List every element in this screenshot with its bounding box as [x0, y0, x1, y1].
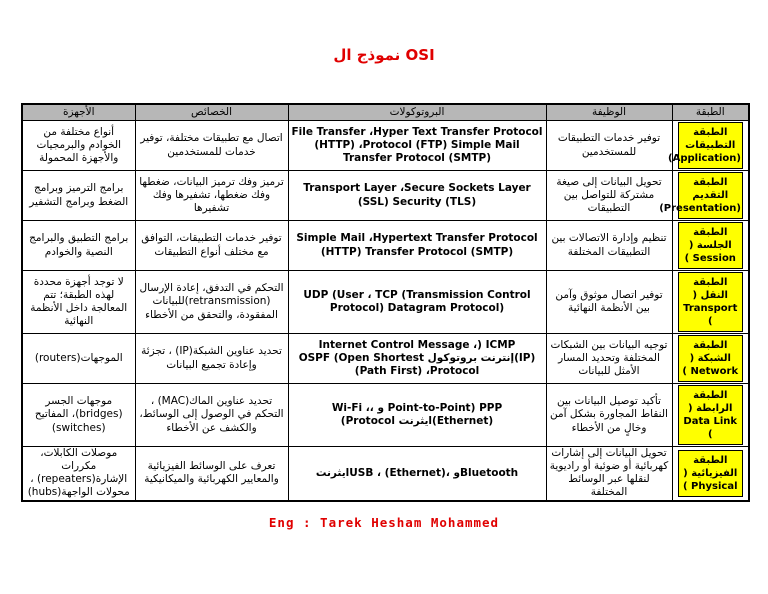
function-cell: تنظيم وإدارة الاتصالات بين التطبيقات المختلفة: [546, 221, 672, 271]
author-credit: Eng : Tarek Hesham Mohammed: [268, 515, 500, 530]
table-row: [22, 384, 749, 447]
features-cell: توفير خدمات التطبيقات، التوافق مع مختلف أنواع التطبيقات: [135, 221, 288, 271]
header-layer: الطبقة: [672, 104, 749, 121]
table-row: [22, 121, 749, 171]
layer-cell: [672, 447, 749, 501]
protocols-cell: File Transfer ،Hyper Text Transfer Protocol (HTTP) ،Protocol (FTP) Simple Mail Transfer Protocol (SMTP): [288, 121, 546, 171]
protocols-cell: ICMP (Internet Control Message ،(IP)إنترنت بروتوكول OSPF (Open Shortest Path First) ،Protocol): [288, 334, 546, 384]
layer-cell: [668, 121, 749, 171]
layer-label: الطبقة الفيزيائية ( Physical ): [678, 450, 744, 497]
features-cell: تحديد عناوين الشبكة(IP) ، تجزئة وإعادة تجميع البيانات: [135, 334, 288, 384]
header-devices: الأجهزة: [22, 104, 135, 121]
layer-label: الطبقة التقديم (Presentation): [678, 172, 744, 219]
function-cell: تأكيد توصيل البيانات بين النقاط المجاورة بشكل آمن وخالٍ من الأخطاء: [546, 384, 672, 447]
devices-cell: أنواع مختلفة من الخوادم والبرمجيات والأجهزة المحمولة: [22, 121, 135, 171]
layer-cell: [659, 171, 749, 221]
function-cell: توفير خدمات التطبيقات للمستخدمين: [546, 121, 672, 171]
function-cell: تحويل البيانات إلى صيغة مشتركة للتواصل بين التطبيقات: [546, 171, 672, 221]
function-cell: توجيه البيانات بين الشبكات المختلفة وتحديد المسار الأمثل للبيانات: [546, 334, 672, 384]
devices-cell: برامج الترميز وبرامج الضغط وبرامج التشفير: [22, 171, 135, 221]
protocols-cell: Transport Layer ،Secure Sockets Layer (SSL) Security (TLS): [288, 171, 546, 221]
devices-cell: برامج التطبيق والبرامج النصية والخوادم: [22, 221, 135, 271]
protocols-cell: Bluetoothو ،USB ، (Ethernet)ايثرنت: [288, 447, 546, 501]
function-cell: تحويل البيانات إلى إشارات كهربائية أو ضوئية أو راديوية لنقلها عبر الوسائط المختلفة: [546, 447, 672, 501]
table-row: [22, 221, 749, 271]
layer-label: الطبقة الرابطة ( Data Link ): [678, 385, 744, 445]
layer-label: الطبقة النقل ( Transport ): [678, 272, 744, 332]
features-cell: ترميز وفك ترميز البيانات، ضغطها وفك ضغطها، تشفيرها وفك تشفيرها: [135, 171, 288, 221]
function-cell: توفير اتصال موثوق وآمن بين الأنظمة النهائية: [546, 271, 672, 334]
layer-cell: [672, 271, 749, 334]
header-function: الوظيفة: [546, 104, 672, 121]
table-row: [22, 271, 749, 334]
header-features: الخصائص: [135, 104, 288, 121]
layer-cell: [672, 221, 749, 271]
devices-cell: موصلات الكابلات، مكررات الإشارة(repeaters) ، محولات الواجهة(hubs): [22, 447, 135, 501]
layer-cell: [672, 384, 749, 447]
features-cell: التحكم في التدفق، إعادة الإرسال (retransmission)للبيانات المفقودة، والتحقق من الأخطاء: [135, 271, 288, 334]
header-protocols: البروتوكولات: [288, 104, 546, 121]
table-header-row: [22, 104, 749, 121]
features-cell: اتصال مع تطبيقات مختلفة، توفير خدمات للمستخدمين: [135, 121, 288, 171]
devices-cell: موجهات الجسر (bridges)، المفاتيح (switches): [22, 384, 135, 447]
table-row: [22, 171, 749, 221]
devices-cell: لا توجد أجهزة محددة لهذه الطبقة؛ تتم المعالجة داخل الأنظمة النهائية: [22, 271, 135, 334]
osi-table: [21, 103, 750, 502]
page-title: نموذج ال OSI: [333, 46, 435, 64]
protocols-cell: UDP (User ، TCP (Transmission Control Protocol) Datagram Protocol): [288, 271, 546, 334]
layer-label: الطبقة الجلسة ( Session ): [678, 222, 744, 269]
table-row: [22, 334, 749, 384]
layer-label: الطبقة الشبكة ( Network ): [678, 335, 744, 382]
table-row: [22, 447, 749, 501]
features-cell: تعرف على الوسائط الفيزيائية والمعايير الكهربائية والميكانيكية: [135, 447, 288, 501]
protocols-cell: PPP (Point-to-Point و ،Wi-Fi ، (Ethernet)ايثرنت Protocol): [288, 384, 546, 447]
layer-label: الطبقة التطبيقات (Application): [678, 122, 744, 169]
features-cell: تحديد عناوين الماك(MAC) ، التحكم في الوصول إلى الوسائط، والكشف عن الأخطاء: [135, 384, 288, 447]
protocols-cell: Simple Mail ،Hypertext Transfer Protocol (HTTP) Transfer Protocol (SMTP): [288, 221, 546, 271]
devices-cell: الموجهات(routers): [22, 334, 135, 384]
layer-cell: [672, 334, 749, 384]
